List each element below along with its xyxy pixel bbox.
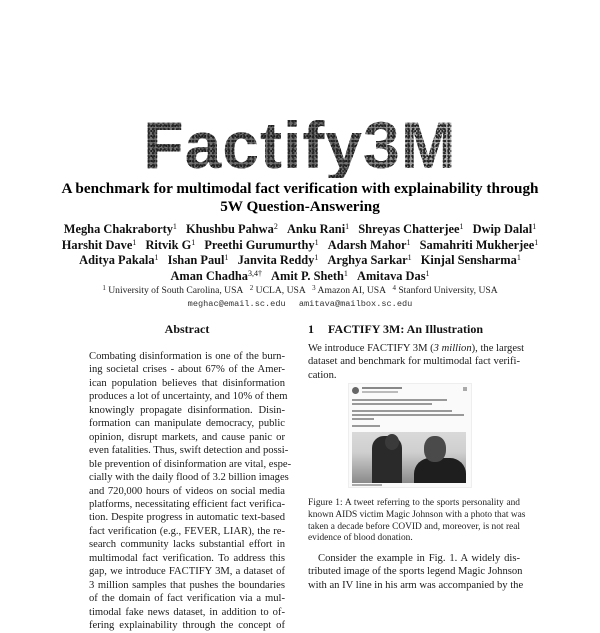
abstract-line: fering explainability through the concept of <box>89 620 285 632</box>
abstract-line: knowingly propagate disinformation. Disin- <box>89 404 285 416</box>
affiliation-name: Amazon AI, USA <box>317 285 387 296</box>
author-name: Aditya Pakala <box>79 253 155 268</box>
author-affiliation-mark: 1 <box>516 253 521 263</box>
author-row-1 <box>40 222 560 238</box>
more-options-icon <box>463 387 467 391</box>
author-name: Kinjal Sensharma <box>420 253 517 268</box>
abstract-line: opinion, disrupt markets, and cause panic or <box>89 431 285 443</box>
abstract-line: ing societal crises - about 67% of the Amer- <box>89 364 285 376</box>
abstract-line: and 720,000 hours of videos on social media <box>89 485 285 497</box>
author-affiliation-mark: 1 <box>132 237 137 247</box>
affiliation-number: 4 <box>392 284 396 292</box>
author <box>421 253 521 267</box>
author-row-2 <box>40 238 560 254</box>
author <box>79 253 158 267</box>
tweet-username <box>362 387 402 389</box>
author-affiliation-mark: 1 <box>343 268 348 278</box>
author-name: Anku Rani <box>286 222 346 236</box>
author-affiliation-mark: 1 <box>154 253 159 263</box>
figure-caption <box>308 498 526 545</box>
affiliations <box>40 284 560 297</box>
author-row-4 <box>40 269 560 285</box>
author-name: Amit P. Sheth <box>271 268 344 283</box>
abstract-line: tion. Despite progress in automatic text-based <box>89 512 285 524</box>
author-name: Khushbu Pahwa <box>186 222 274 236</box>
section-intro <box>308 342 525 382</box>
abstract-line: of the domain of fact verification via a mul- <box>89 593 285 605</box>
caption-line: evidence of blood donation. <box>308 533 413 544</box>
photo-person-right-head <box>424 436 446 462</box>
author-name: Arghya Sarkar <box>327 253 408 268</box>
intro-text: ), the largest <box>471 343 525 354</box>
author <box>420 238 539 252</box>
caption-line: taken a decade before COVID and, moreover, is not real <box>308 521 520 532</box>
affiliation-name: UCLA, USA <box>255 285 306 296</box>
author-affiliation-mark: 2 <box>273 222 278 231</box>
author <box>473 222 537 236</box>
title-line-1: A benchmark for multimodal fact verification with explainability through <box>61 180 539 197</box>
author-name: Amitava Das <box>357 268 426 283</box>
author-name: Adarsh Mahor <box>327 237 407 252</box>
author-name: Preethi Gurumurthy <box>204 237 315 252</box>
body-paragraph <box>308 552 524 592</box>
author <box>287 222 349 236</box>
abstract-heading: Abstract <box>164 322 210 336</box>
abstract-line: ican population believes that disinformation <box>89 377 285 389</box>
author <box>358 222 463 236</box>
paper-title <box>40 180 560 216</box>
title-line-2: 5W Question-Answering <box>220 198 380 215</box>
author-list <box>40 222 560 284</box>
affiliation-name: Stanford University, USA <box>398 285 498 296</box>
caption-line: known AIDS victim Magic Johnson with a photo that was <box>308 509 526 520</box>
avatar <box>352 387 359 394</box>
tweet-text-line <box>352 418 374 420</box>
section-heading <box>308 322 520 336</box>
abstract-text <box>89 350 292 633</box>
abstract-line: ble prevention of disinformation are vital, espe- <box>89 458 292 470</box>
figure-1-tweet-image <box>348 383 470 491</box>
affiliation <box>102 285 243 296</box>
tweet-text-line <box>352 403 432 405</box>
author <box>204 238 318 252</box>
affiliation-number: 3 <box>312 284 316 292</box>
section-number: 1 <box>308 322 314 336</box>
abstract-line: gap, we introduce FACTIFY 3M, a dataset of <box>89 566 285 578</box>
author <box>357 269 430 283</box>
intro-emphasis: 3 million <box>433 343 472 354</box>
author <box>271 269 348 283</box>
affiliation-number: 2 <box>249 284 254 292</box>
author-name: Shreyas Chatterjee <box>358 222 460 236</box>
abstract-line: multimodal fact verification. To address this <box>89 552 285 564</box>
contact-emails <box>40 298 560 310</box>
affiliation <box>312 285 386 296</box>
author-row-3 <box>40 253 560 269</box>
body-line: tributed image of the sports legend Magic Johnson <box>308 566 523 578</box>
tweet-card <box>348 383 472 488</box>
author-name: Dwip Dalal <box>472 222 533 236</box>
author-affiliation-mark: 3,4† <box>247 268 262 278</box>
tweet-text-line <box>352 399 447 401</box>
affiliation <box>250 285 306 296</box>
author-name: Megha Chakraborty <box>63 222 173 236</box>
author-affiliation-mark: 1 <box>425 268 430 278</box>
author <box>327 253 411 267</box>
affiliation-number: 1 <box>102 284 106 292</box>
tweet-text-line <box>352 414 464 416</box>
abstract-line: search community lacks substantial effort in <box>89 539 285 551</box>
author-affiliation-mark: 1 <box>191 237 196 247</box>
author <box>186 222 278 236</box>
author <box>64 222 177 236</box>
author-affiliation-mark: 1 <box>314 253 319 263</box>
abstract-line: timodal fake news dataset, in addition to of- <box>89 606 285 618</box>
intro-line: cation. <box>308 369 337 381</box>
tweet-text-line <box>352 425 380 427</box>
photo-person-left-head <box>385 434 399 450</box>
author-name: Samahriti Mukherjee <box>419 237 535 252</box>
caption-line: Figure 1: A tweet referring to the sports personality and <box>308 498 520 508</box>
author <box>328 238 411 252</box>
author <box>62 238 137 252</box>
abstract-line: cially with the daily flood of 3.2 billion images <box>89 472 289 484</box>
intro-text: We introduce FACTIFY 3M ( <box>308 343 434 354</box>
tweet-text-line <box>352 410 452 412</box>
abstract-line: fact verification (e.g., FEVER, LIAR), the re- <box>89 525 285 537</box>
author <box>170 269 261 283</box>
logo-text: Factify3M <box>0 112 600 178</box>
body-line: with an IV line in his arm was accompanied by the <box>308 579 524 591</box>
author-affiliation-mark: 1 <box>532 222 537 231</box>
body-line: Consider the example in Fig. 1. A widely dis- <box>318 553 520 564</box>
email-link[interactable]: meghac@email.sc.edu <box>187 299 286 309</box>
author-affiliation-mark: 1 <box>314 237 319 247</box>
author <box>145 238 195 252</box>
author-affiliation-mark: 1 <box>407 253 412 263</box>
author-name: Aman Chadha <box>170 268 248 283</box>
abstract-line: Combating disinformation is one of the burn- <box>89 351 285 362</box>
author-affiliation-mark: 1 <box>406 237 411 247</box>
factify3m-logo <box>0 108 600 182</box>
author-affiliation-mark: 1 <box>224 253 229 263</box>
author-name: Janvita Reddy <box>237 253 315 268</box>
tweet-photo <box>352 432 466 483</box>
author-affiliation-mark: 1 <box>534 237 539 247</box>
author-name: Ritvik G <box>145 237 192 252</box>
author-affiliation-mark: 1 <box>172 222 177 231</box>
photo-person-right <box>414 458 466 483</box>
affiliation-name: University of South Carolina, USA <box>108 285 244 296</box>
intro-line <box>308 342 525 355</box>
author-name: Harshit Dave <box>61 237 133 252</box>
tweet-timestamp <box>352 484 382 486</box>
affiliation <box>392 285 497 296</box>
right-column <box>308 322 525 382</box>
abstract-line: produces a lot of uncertainty, and 10% of them <box>89 391 288 403</box>
author-affiliation-mark: 1 <box>459 222 464 231</box>
author-name: Ishan Paul <box>167 253 225 268</box>
author <box>168 253 229 267</box>
abstract-line: even fatalities. Thus, swift detection and possi- <box>89 445 289 457</box>
intro-line: dataset and benchmark for multimodal fact verifi- <box>308 356 520 368</box>
author <box>238 253 319 267</box>
author-affiliation-mark: 1 <box>345 222 350 231</box>
email-link[interactable]: amitava@mailbox.sc.edu <box>298 299 413 309</box>
abstract-line: formation can manipulate democracy, public <box>89 418 285 430</box>
abstract-line: 3 million samples that pushes the boundaries <box>89 579 285 591</box>
tweet-handle <box>362 391 398 393</box>
abstract-line: platforms, necessitating efficient fact verifica- <box>89 498 285 510</box>
left-column <box>89 322 292 633</box>
section-title: FACTIFY 3M: An Illustration <box>328 322 484 336</box>
